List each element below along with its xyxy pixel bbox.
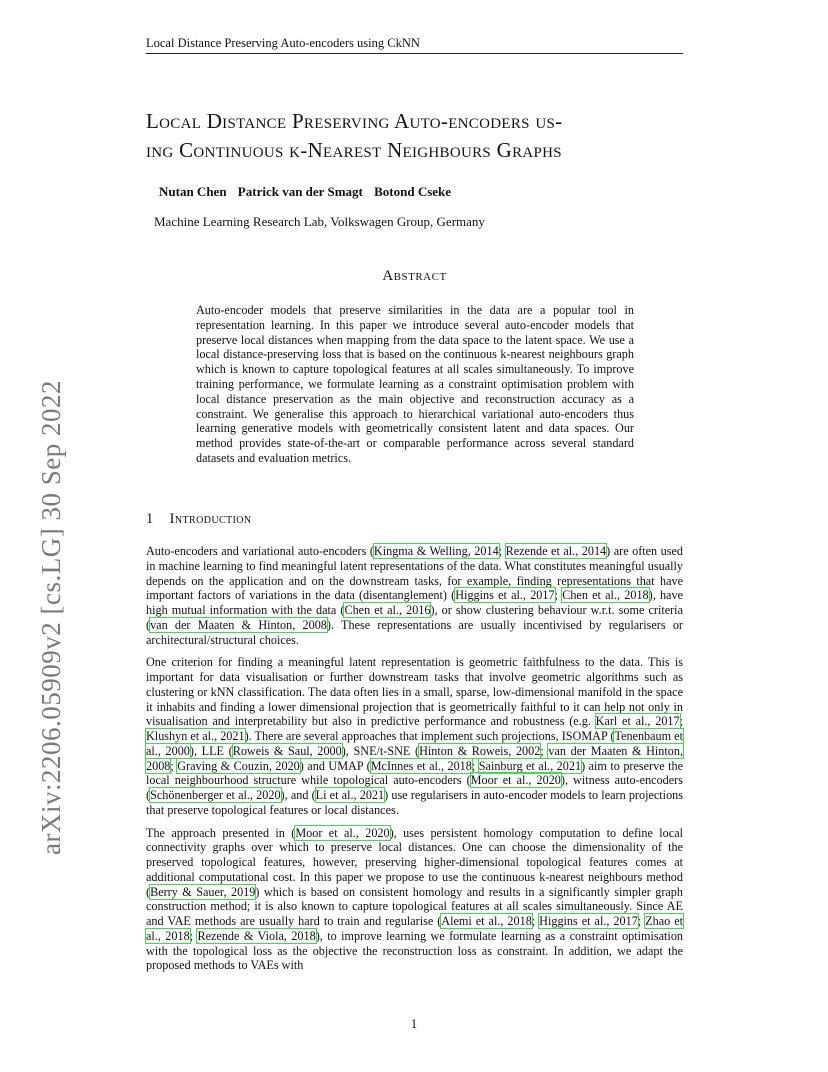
citation-link[interactable]: Graving & Couzin, 2020: [177, 758, 300, 773]
citation-link[interactable]: Karl et al., 2017: [595, 714, 680, 729]
title-line-1: Local Distance Preserving Auto-encoders us-: [146, 109, 563, 133]
text-run: ) which is based on consistent homology and results in a significantly simpler graph construction method; it is also known to capture topological features at all scales simultaneously. Since AE and VAE methods are usually hard to train and regularise (: [146, 884, 683, 928]
title-line-2: ing Continuous k-Nearest Neighbours Graphs: [146, 138, 562, 162]
citation-link[interactable]: Hinton & Roweis, 2002: [419, 743, 541, 758]
section-title: Introduction: [169, 511, 252, 527]
text-run: ;: [531, 914, 540, 928]
text-run: ), uses persistent homology computation to define local connectivity graphs over which to preserve local distances. One can choose the dimensionality of the preserved topological features, however, preserving higher-dimensional topological features comes at additional computational cost. In this paper we propose to use the continuous k-nearest neighbours method (: [146, 825, 683, 899]
author-list: [159, 184, 459, 200]
citation-link[interactable]: Zhao et al., 2018: [146, 914, 683, 943]
citation-link[interactable]: McInnes et al., 2018: [370, 758, 472, 773]
text-run: ), SNE/t-SNE (: [341, 743, 420, 758]
header-rule: [146, 53, 683, 54]
citation-link[interactable]: Moor et al., 2020: [470, 773, 561, 788]
author-name: Patrick van der Smagt: [237, 184, 363, 199]
text-run: One criterion for finding a meaningful latent representation is geometric faithfulness to the data. This is important for data visualisation or further downstream tasks that involve geometric algorithms such as clustering or kNN classification. The data often lies in a small, sparse, low-dimensional manifold in the space it inhabits and finding a lower dimensional projection that is geometrically faithful to it can help not only in visualisation and interpretability but also in predictive performance and robustness (e.g.: [146, 655, 683, 729]
text-run: ). These representations are usually incentivised by regularisers or architectural/structural choices.: [146, 617, 683, 647]
text-run: ), or show clustering behaviour w.r.t. some criteria (: [146, 603, 683, 632]
text-run: ;: [679, 714, 683, 729]
text-run: ;: [498, 544, 506, 558]
citation-link[interactable]: Moor et al., 2020: [295, 825, 390, 840]
citation-link[interactable]: Chen et al., 2018: [562, 588, 649, 603]
citation-link[interactable]: Alemi et al., 2018: [441, 914, 532, 928]
section-heading: [146, 511, 252, 528]
section-number: 1: [146, 511, 154, 527]
running-header: Local Distance Preserving Auto-encoders using CkNN: [146, 36, 420, 50]
abstract-text: Auto-encoder models that preserve similarities in the data are a popular tool in representation learning. In this paper we introduce several auto-encoder models that preserve local distances when mapping from the data space to the latent space. We use a local distance-preserving loss that is based on the continuous k-nearest neighbours graph which is known to capture topological features at all scales simultaneously. To improve training performance, we formulate learning as a constraint optimisation problem with local distance preservation as the main objective and reconstruction accuracy as a constraint. We generalise this approach to hierarchical variational auto-encoders thus learning generative models with geometrically consistent latent and data spaces. Our method provides state-of-the-art or comparable performance across several standard datasets and evaluation metrics.: [196, 303, 634, 465]
citation-link[interactable]: Higgins et al., 2017: [455, 588, 555, 603]
text-run: ) aim to preserve the local neighbourhood structure while topological auto-encoders (: [146, 758, 683, 788]
text-run: The approach presented in (: [146, 825, 296, 840]
text-run: ) use regularisers in auto-encoder models to learn projections that preserve topological features or local distances.: [146, 788, 683, 817]
citation-link[interactable]: Tenenbaum et al., 2000: [146, 729, 683, 758]
citation-link[interactable]: Higgins et al., 2017: [539, 914, 638, 928]
citation-link[interactable]: van der Maaten & Hinton, 2008: [150, 617, 327, 632]
citation-link[interactable]: Rezende & Viola, 2018: [197, 928, 316, 943]
intro-body: [146, 544, 683, 981]
text-run: Auto-encoders and variational auto-encoders (: [146, 544, 374, 558]
paragraph-1: [146, 544, 683, 647]
text-run: ;: [189, 928, 198, 943]
text-run: ) and UMAP (: [299, 758, 371, 773]
paragraph-3: [146, 826, 683, 974]
abstract-heading: Abstract: [382, 268, 447, 284]
citation-link[interactable]: Sainburg et al., 2021: [478, 758, 582, 773]
citation-link[interactable]: Kingma & Welling, 2014: [373, 544, 499, 558]
citation-link[interactable]: Berry & Sauer, 2019: [150, 884, 256, 899]
author-name: Nutan Chen: [159, 184, 227, 199]
page-number: 1: [410, 1016, 418, 1031]
paper-title: [146, 107, 706, 165]
author-name: Botond Cseke: [374, 184, 452, 199]
text-run: ). There are several approaches that implement such projections, ISOMAP (: [244, 729, 615, 743]
text-run: ;: [554, 588, 563, 603]
arxiv-stamp: arXiv:2206.05909v2 [cs.LG] 30 Sep 2022: [36, 380, 66, 855]
text-run: ;: [471, 758, 479, 773]
text-run: ), and (: [280, 788, 316, 802]
text-run: ;: [637, 914, 646, 928]
affiliation: Machine Learning Research Lab, Volkswagen Group, Germany: [154, 214, 485, 229]
text-run: ), have high mutual information with the data (: [146, 588, 683, 617]
citation-link[interactable]: Klushyn et al., 2021: [146, 729, 245, 743]
paragraph-2: [146, 655, 683, 817]
text-run: ), witness auto-encoders (: [146, 773, 683, 802]
citation-link[interactable]: Roweis & Saul, 2000: [232, 743, 342, 758]
text-run: ;: [170, 758, 178, 773]
text-run: ), LLE (: [189, 743, 233, 758]
citation-link[interactable]: van der Maaten & Hinton, 2008: [146, 743, 684, 773]
citation-link[interactable]: Schönenberger et al., 2020: [150, 788, 281, 802]
citation-link[interactable]: Li et al., 2021: [315, 788, 385, 802]
citation-link[interactable]: Chen et al., 2016: [344, 603, 431, 617]
text-run: ), to improve learning we formulate learning as a constraint optimisation with the topological loss as the objective the reconstruction loss as constraint. In addition, we adapt the proposed methods to VAEs with: [146, 928, 684, 973]
citation-link[interactable]: Rezende et al., 2014: [505, 544, 607, 558]
text-run: ;: [540, 743, 549, 758]
text-run: ) are often used in machine learning to find meaningful latent representations of the data. What constitutes meaningful usually depends on the application and on the downstream tasks, for example, finding representations that have important factors of variations in the data (disentanglement) (: [146, 544, 684, 603]
